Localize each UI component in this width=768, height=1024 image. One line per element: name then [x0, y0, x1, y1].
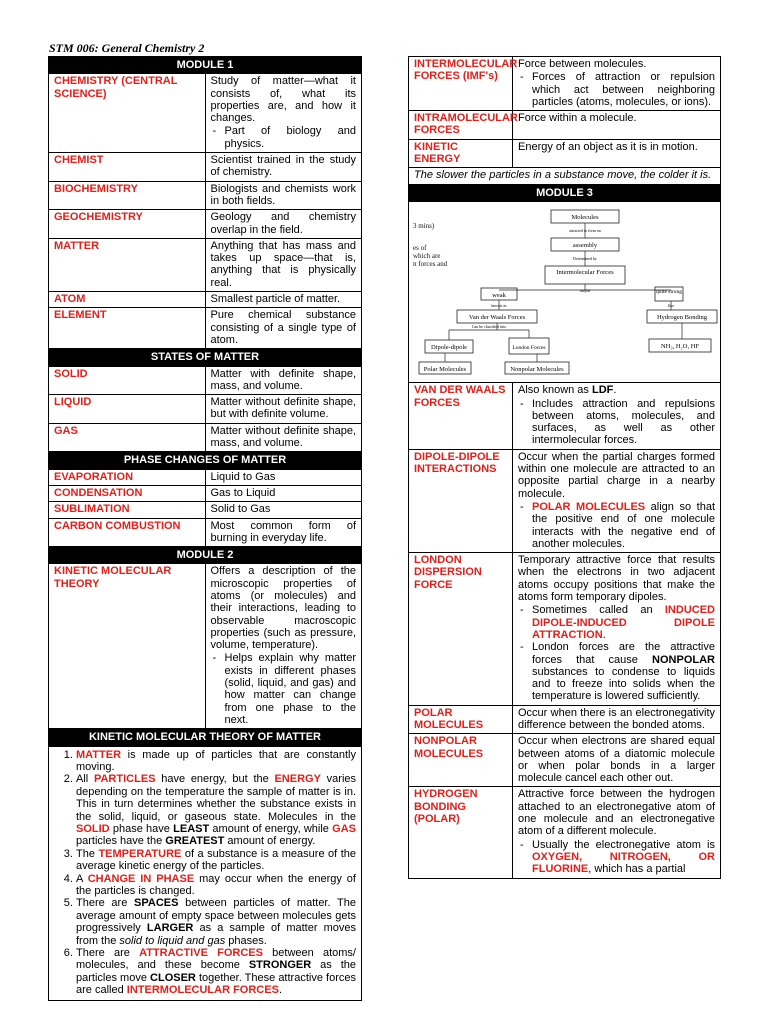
table-row	[49, 395, 362, 424]
list-item: 5. There are SPACES between particles of matter. The average amount of empty space between molecules gets progressively LARGER as a sample of matter moves from the solid to liquid and gas phases.	[76, 897, 356, 947]
node-examples: NH₃, H₂O, HF	[660, 342, 700, 350]
node-hbond: Hydrogen Bonding	[656, 313, 708, 321]
module2-header: MODULE 2	[49, 547, 362, 564]
table-row	[49, 153, 362, 182]
term-carbon-combustion: CARBON COMBUSTION	[49, 518, 206, 547]
module1-table	[48, 56, 362, 1001]
term-atom: ATOM	[49, 292, 206, 308]
right-column	[408, 56, 721, 879]
bullet: - Sometimes called an INDUCED DIPOLE-INDUCED DIPOLE ATTRACTION.	[518, 604, 715, 641]
edge-label: attracted to form an	[569, 227, 601, 233]
table-row	[49, 366, 362, 395]
def-london: Temporary attractive force that results when the electrons in two adjacent atoms occupy positions that make the atoms form temporary dipoles. - Sometimes called an INDUCED DIPOLE-INDUCED DIPOLE ATTRACTION. - London forces are the attractive forces that cause NONPOLAR substances to condense to liquids and to freeze into solids when the temperature is lowered sufficiently.	[513, 553, 721, 706]
edge-label: like	[668, 302, 674, 308]
def-kinetic-energy: Energy of an object as it is in motion.	[513, 139, 721, 168]
table-row	[49, 485, 362, 501]
term-dipole-dipole: DIPOLE-DIPOLE INTERACTIONS	[409, 449, 513, 552]
edge-label: Determined by	[573, 255, 597, 261]
list-item: 3. The TEMPERATURE of a substance is a measure of the average kinetic energy of the particles.	[76, 848, 356, 873]
imf-diagram-cell	[409, 201, 721, 382]
term-polar: POLAR MOLECULES	[409, 705, 513, 734]
side-text: which are	[413, 251, 441, 260]
side-text: 3 mins)	[413, 221, 435, 230]
table-row	[409, 201, 721, 382]
node-dipole: Dipole-dipole	[430, 343, 468, 351]
def-gas: Matter without definite shape, mass, and volume.	[205, 423, 362, 452]
def-biochemistry: Biologists and chemists work in both fields.	[205, 181, 362, 210]
bullet: - POLAR MOLECULES align so that the positive end of one molecule interacts with the negative end of another molecules.	[518, 501, 715, 550]
term-evaporation: EVAPORATION	[49, 469, 206, 485]
list-item: 2. All PARTICLES have energy, but the ENERGY varies depending on the temperature the sample of matter is in. This in turn determines whether the substance exists in the solid, liquid, or gaseous state. Molecules in the SOLID phase have LEAST amount of energy, while GAS particles have the GREATEST amount of energy.	[76, 773, 356, 847]
table-row	[49, 746, 362, 1000]
node-intermolecular-forces: Intermolecular Forces	[556, 268, 614, 276]
term-imf: INTERMOLECULAR FORCES (IMF's)	[409, 57, 513, 111]
table-row	[409, 449, 721, 552]
states-header: STATES OF MATTER	[49, 349, 362, 366]
table-row	[409, 383, 721, 449]
def-text: Force between molecules.	[518, 58, 647, 70]
term-element: ELEMENT	[49, 308, 206, 349]
term-geochemistry: GEOCHEMISTRY	[49, 210, 206, 239]
bullet: - Part of biology and physics.	[211, 125, 357, 150]
node-polar: Polar Molecules	[423, 365, 467, 373]
bullet: - Helps explain why matter exists in different phases (solid, liquid, and gas) and how matter can change from one phase to the next.	[211, 652, 357, 726]
def-imf	[513, 57, 721, 111]
def-hydrogen-bonding: Attractive force between the hydrogen attached to an electronegative atom of one molecule and an electronegative atom of a different molecule. - Usually the electronegative atom is OXYGEN, NITROGEN, OR FLUORINE, which has a partial	[513, 787, 721, 878]
table-row	[409, 57, 721, 111]
node-assembly: assembly	[572, 241, 598, 249]
module1-header: MODULE 1	[49, 57, 362, 74]
table-row	[49, 292, 362, 308]
node-quite-strong: quite strong	[655, 288, 683, 295]
def-dipole-dipole: Occur when the partial charges formed within one molecule are attracted to an opposite partial charge in a nearby molecule. - POLAR MOLECULES align so that the positive end of one molecule interacts with the negative end of another molecules.	[513, 449, 721, 552]
term-chemist: CHEMIST	[49, 153, 206, 182]
term-chemistry: CHEMISTRY (CENTRAL SCIENCE)	[49, 74, 206, 153]
edge-label: Can be classified into	[471, 323, 507, 329]
left-column	[48, 56, 362, 1001]
kmt-list-cell	[49, 746, 362, 1000]
kmt-list-header: KINETIC MOLECULAR THEORY OF MATTER	[49, 729, 362, 746]
def-nonpolar: Occur when electrons are shared equal between atoms of a diatomic molecule or when polar bonds in a larger molecule cancel each other out.	[513, 734, 721, 787]
def-text: Study of matter—what it consists of, what its properties are, and how it changes.	[210, 75, 356, 125]
table-row	[409, 111, 721, 140]
table-row	[409, 705, 721, 734]
table-row	[49, 238, 362, 291]
term-matter: MATTER	[49, 238, 206, 291]
def-atom: Smallest particle of matter.	[205, 292, 362, 308]
bullet: - Includes attraction and repulsions between atoms, molecules, and surfaces, as well as other intermolecular forces.	[518, 398, 715, 447]
list-item: 6. There are ATTRACTIVE FORCES between atoms/ molecules, and these become STRONGER as the particles move CLOSER together. These attractive forces are called INTERMOLECULAR FORCES.	[76, 947, 356, 997]
def-carbon-combustion: Most common form of burning in everyday life.	[205, 518, 362, 547]
table-row	[49, 423, 362, 452]
list-item: 1. MATTER is made up of particles that are constantly moving.	[76, 749, 356, 774]
def-vdw: Also known as LDF. - Includes attraction and repulsions between atoms, molecules, and surfaces, as well as other intermolecular forces.	[513, 383, 721, 449]
term-gas: GAS	[49, 423, 206, 452]
note: The slower the particles in a substance move, the colder it is.	[409, 168, 721, 184]
edge-label: known as	[491, 302, 507, 308]
table-row	[49, 181, 362, 210]
table-row	[409, 787, 721, 878]
table-row	[409, 139, 721, 168]
table-row	[49, 74, 362, 153]
term-vdw: VAN DER WAALS FORCES	[409, 383, 513, 449]
bullet: - London forces are the attractive forces that cause NONPOLAR substances to condense to liquids and to freeze into solids when the temperature is lowered sufficiently.	[518, 641, 715, 702]
def-solid: Matter with definite shape, mass, and volume.	[205, 366, 362, 395]
page-title: STM 006: General Chemistry 2	[49, 41, 205, 55]
def-element: Pure chemical substance consisting of a single type of atom.	[205, 308, 362, 349]
imf-table	[408, 56, 721, 879]
def-condensation: Gas to Liquid	[205, 485, 362, 501]
node-weak: weak	[492, 291, 506, 299]
term-london: LONDON DISPERSION FORCE	[409, 553, 513, 706]
module3-header: MODULE 3	[409, 184, 721, 201]
def-geochemistry: Geology and chemistry overlap in the field.	[205, 210, 362, 239]
def-polar: Occur when there is an electronegativity difference between the bonded atoms.	[513, 705, 721, 734]
term-sublimation: SUBLIMATION	[49, 502, 206, 518]
term-kinetic-energy: KINETIC ENERGY	[409, 139, 513, 168]
table-row	[409, 734, 721, 787]
kmt-list	[54, 749, 356, 997]
table-row	[49, 210, 362, 239]
imf-diagram	[409, 202, 720, 379]
node-molecules: Molecules	[571, 213, 599, 221]
term-hydrogen-bonding: HYDROGEN BONDING (POLAR)	[409, 787, 513, 878]
phase-header: PHASE CHANGES OF MATTER	[49, 452, 362, 469]
def-liquid: Matter without definite shape, but with definite volume.	[205, 395, 362, 424]
def-kmt	[205, 564, 362, 729]
def-evaporation: Liquid to Gas	[205, 469, 362, 485]
node-london: London Forces	[512, 344, 546, 351]
table-row	[49, 518, 362, 547]
def-matter: Anything that has mass and takes up space—that is, anything that is physically real.	[205, 238, 362, 291]
def-chemistry	[205, 74, 362, 153]
def-chemist: Scientist trained in the study of chemistry.	[205, 153, 362, 182]
def-text: Offers a description of the microscopic properties of atoms (or molecules) and their interactions, leading to observable macroscopic properties (such as pressure, volume, temperature).	[210, 565, 356, 652]
term-condensation: CONDENSATION	[49, 485, 206, 501]
table-row	[49, 308, 362, 349]
term-kmt: KINETIC MOLECULAR THEORY	[49, 564, 206, 729]
table-row	[49, 564, 362, 729]
table-row	[409, 553, 721, 706]
node-vdw: Van der Waals Forces	[468, 313, 526, 321]
bullet: - Forces of attraction or repulsion which act between neighboring particles (atoms, molecules, or ions).	[518, 71, 715, 108]
def-intramolecular: Force within a molecule.	[513, 111, 721, 140]
term-liquid: LIQUID	[49, 395, 206, 424]
side-text: n forces and	[413, 259, 448, 268]
side-text: es of	[413, 243, 427, 252]
def-sublimation: Solid to Gas	[205, 502, 362, 518]
table-row	[49, 469, 362, 485]
term-solid: SOLID	[49, 366, 206, 395]
table-row	[409, 168, 721, 184]
node-nonpolar: Nonpolar Molecules	[510, 365, 564, 373]
edge-label: maybe	[579, 287, 591, 293]
term-nonpolar: NONPOLAR MOLECULES	[409, 734, 513, 787]
bullet: - Usually the electronegative atom is OXYGEN, NITROGEN, OR FLUORINE, which has a partial	[518, 839, 715, 876]
table-row	[49, 502, 362, 518]
list-item: 4. A CHANGE IN PHASE may occur when the energy of the particles is changed.	[76, 873, 356, 898]
term-biochemistry: BIOCHEMISTRY	[49, 181, 206, 210]
term-intramolecular: INTRAMOLECULAR FORCES	[409, 111, 513, 140]
